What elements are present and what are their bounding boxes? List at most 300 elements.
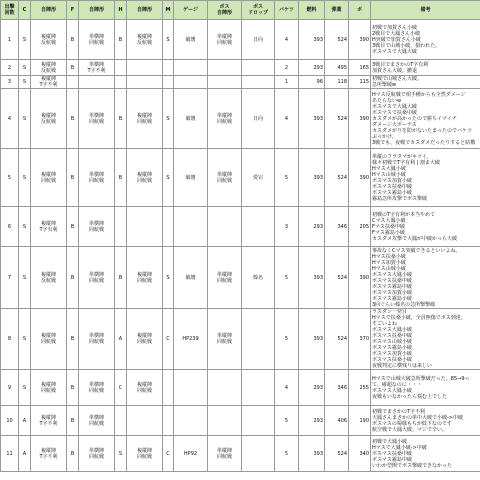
- cell-fuel: [299, 406, 325, 436]
- cell-gauge: [174, 149, 208, 207]
- cell-fuel: [299, 309, 325, 370]
- cell-own-formation-f: [79, 370, 115, 406]
- cell-gauge: [174, 89, 208, 149]
- cell-line: 単横陣: [88, 381, 104, 388]
- cell-own-formation-h: [127, 370, 163, 406]
- cell-bucket: [275, 406, 299, 436]
- cell-line: 2: [284, 64, 289, 71]
- cell-ammo: [325, 60, 349, 76]
- note-line: Hマス扶桑小破: [372, 253, 406, 260]
- cell-line: 205: [359, 223, 369, 230]
- cell-gauge: [174, 20, 208, 60]
- cell-line: 日向: [252, 36, 263, 43]
- cell-bauxite: [349, 370, 371, 406]
- note-line: ダメージ大ボーナス: [372, 121, 417, 128]
- cell-c: [19, 89, 31, 149]
- cell-line: 同航戦: [216, 277, 232, 284]
- cell-boss-drop: [242, 309, 275, 370]
- cell-f: [67, 247, 79, 309]
- cell-own-formation: [31, 436, 67, 472]
- cell-ammo: [325, 436, 349, 472]
- cell-line: 同航戦: [88, 277, 104, 284]
- header-own-formation-h: 自陣形: [127, 1, 163, 20]
- cell-line: B: [118, 274, 123, 281]
- table-row: [1, 247, 480, 309]
- cell-line: 5: [284, 274, 289, 281]
- cell-line: 3: [7, 79, 12, 85]
- cell-c: [19, 60, 31, 76]
- cell-own-formation-h: [127, 20, 163, 60]
- cell-line: S: [166, 36, 170, 43]
- cell-line: B: [118, 115, 123, 122]
- cell-line: 単横陣: [88, 171, 104, 178]
- note-line: 初戦で山城さん大破。: [372, 76, 423, 82]
- cell-own-formation-f: [79, 309, 115, 370]
- cell-line: 5: [284, 417, 289, 424]
- cell-line: S: [166, 274, 170, 281]
- cell-line: S: [22, 274, 27, 281]
- note-line: ボスマス加賀小破: [372, 177, 412, 184]
- cell-line: 同航戦: [216, 39, 232, 46]
- cell-line: 3: [284, 223, 289, 230]
- cell-line: 破壊: [185, 274, 196, 281]
- note-line: ボスマスで扶桑中破: [372, 109, 417, 116]
- note-line: ラスダン一発目: [372, 309, 407, 315]
- cell-line: 同航戦: [40, 387, 56, 394]
- cell-sortie: [1, 76, 19, 89]
- note-line: 3回ぐらい榛名の急所撃撃破: [372, 301, 436, 308]
- table-row: [1, 76, 480, 89]
- cell-fuel: [299, 76, 325, 89]
- note-line: Fマス扶桑中破: [372, 223, 405, 230]
- cell-bucket: [275, 207, 299, 247]
- note-line: Hマス加賀小破: [372, 259, 406, 266]
- cell-own-formation: [31, 76, 67, 89]
- table-row: [1, 309, 480, 370]
- note-line: 様々初戦でT字有利 | 割ま大破: [372, 159, 440, 166]
- cell-sortie: [1, 436, 19, 472]
- cell-line: 同航戦: [136, 118, 152, 125]
- cell-line: S: [22, 79, 27, 85]
- cell-line: 5: [7, 174, 12, 181]
- cell-boss-formation: [208, 406, 242, 436]
- cell-line: 反航戦: [40, 118, 56, 125]
- cell-line: 日向: [252, 115, 263, 122]
- cell-line: 190: [359, 417, 369, 424]
- cell-line: 同航戦: [88, 420, 104, 427]
- cell-bucket: [275, 149, 299, 207]
- cell-boss-formation: [208, 76, 242, 89]
- cell-bucket: [275, 247, 299, 309]
- cell-line: 5: [284, 336, 289, 342]
- cell-c: [19, 20, 31, 60]
- note-line: Hマス山城小破: [372, 171, 406, 178]
- cell-gauge: [174, 309, 208, 370]
- note-line: ボスマス山城小破: [372, 339, 412, 345]
- note-line: Hマスで扶桑小破。全員無傷でボス到達。: [372, 315, 466, 321]
- cell-line: 複縦陣: [136, 271, 152, 278]
- cell-line: S: [166, 174, 170, 181]
- cell-c: [19, 76, 31, 89]
- header-own-formation: 自陣形: [31, 1, 67, 20]
- cell-m: [163, 76, 174, 89]
- cell-line: S: [166, 115, 170, 122]
- cell-sortie: [1, 60, 19, 76]
- cell-line: B: [70, 274, 75, 281]
- cell-bauxite: [349, 207, 371, 247]
- cell-line: 390: [359, 115, 369, 122]
- cell-line: C: [166, 336, 170, 342]
- cell-line: 単縦陣: [216, 447, 232, 454]
- cell-ammo: [325, 149, 349, 207]
- cell-m: [163, 247, 174, 309]
- note-line: 事故なくCマス突破できるといいよね。: [372, 247, 461, 254]
- cell-line: 反航戦: [136, 39, 152, 46]
- cell-fuel: [299, 20, 325, 60]
- cell-line: 単縦陣: [216, 112, 232, 119]
- note-line: 単縦のフラタマがキツイ。: [372, 153, 432, 160]
- cell-line: 同航戦: [88, 339, 104, 345]
- cell-bucket: [275, 60, 299, 76]
- note-line: 2戦目で大鳳さん小破: [372, 30, 421, 37]
- cell-line: 255: [359, 384, 369, 391]
- cell-h: [115, 247, 127, 309]
- cell-bucket: [275, 370, 299, 406]
- cell-bauxite: [349, 20, 371, 60]
- header-f: F: [67, 1, 79, 20]
- cell-line: T字不利: [39, 420, 58, 427]
- cell-line: 榛名: [252, 274, 263, 281]
- cell-line: 複縦陣: [40, 381, 56, 388]
- cell-sortie: [1, 149, 19, 207]
- table-row: [1, 406, 480, 436]
- cell-line: 4: [7, 115, 12, 122]
- cell-own-formation: [31, 207, 67, 247]
- cell-m: [163, 60, 174, 76]
- note-line: Fマス霧島小破: [372, 229, 405, 236]
- cell-f: [67, 207, 79, 247]
- note-line: 大鳳さんまさかの単中大破で小破->中破: [372, 414, 463, 421]
- cell-h: [115, 76, 127, 89]
- cell-boss-formation: [208, 89, 242, 149]
- cell-line: 1: [7, 36, 12, 43]
- cell-sortie: [1, 20, 19, 60]
- header-ammo: 弾薬: [325, 1, 349, 20]
- cell-notes: [371, 406, 480, 436]
- cell-line: 293: [313, 64, 323, 71]
- note-line: ボスマスで大鳳大破: [372, 48, 417, 55]
- cell-line: 293: [313, 223, 323, 230]
- cell-boss-drop: [242, 207, 275, 247]
- cell-line: B: [70, 36, 75, 43]
- note-line: 航空戦で大鳳大破。マジで辛い。: [372, 426, 448, 433]
- note-line: ボスマス大鳳小破: [372, 271, 412, 278]
- cell-h: [115, 370, 127, 406]
- note-line: Hマスで大鳳小破->中破: [372, 444, 427, 451]
- cell-line: C: [118, 384, 123, 391]
- cell-line: 同航戦: [136, 339, 152, 345]
- cell-own-formation-h: [127, 207, 163, 247]
- cell-own-formation-f: [79, 207, 115, 247]
- cell-f: [67, 60, 79, 76]
- cell-line: 単縦陣: [216, 171, 232, 178]
- cell-line: 4: [284, 384, 289, 391]
- cell-boss-formation: [208, 436, 242, 472]
- cell-own-formation-h: [127, 89, 163, 149]
- cell-boss-formation: [208, 309, 242, 370]
- cell-notes: [371, 89, 480, 149]
- note-line: ボスマス霧島小破: [372, 189, 412, 196]
- cell-boss-drop: [242, 149, 275, 207]
- cell-sortie: [1, 89, 19, 149]
- note-line: Hマス山城小破: [372, 265, 406, 272]
- cell-line: 346: [337, 223, 347, 230]
- cell-line: 393: [313, 174, 323, 181]
- note-line: カスダメがりを防がないたまったのでバケツ: [372, 127, 472, 134]
- cell-h: [115, 309, 127, 370]
- cell-boss-formation: [208, 60, 242, 76]
- note-line: ボスマス霧島小破: [372, 345, 412, 351]
- cell-line: 165: [359, 64, 369, 71]
- cell-bauxite: [349, 406, 371, 436]
- cell-ammo: [325, 247, 349, 309]
- cell-line: T字不利: [87, 67, 106, 74]
- cell-c: [19, 370, 31, 406]
- cell-bauxite: [349, 149, 371, 207]
- cell-line: 524: [337, 450, 347, 457]
- note-line: あたらないw: [372, 97, 402, 104]
- cell-line: 406: [337, 417, 347, 424]
- table-row: [1, 436, 480, 472]
- cell-gauge: [174, 76, 208, 89]
- cell-line: 390: [359, 36, 369, 43]
- cell-own-formation-f: [79, 20, 115, 60]
- header-c: C: [19, 1, 31, 20]
- header-row: [1, 1, 480, 20]
- cell-gauge: [174, 207, 208, 247]
- cell-notes: [371, 60, 480, 76]
- cell-line: 393: [313, 115, 323, 122]
- header-notes: 備考: [371, 1, 480, 20]
- table-row: [1, 60, 480, 76]
- cell-line: B: [70, 384, 75, 391]
- cell-m: [163, 89, 174, 149]
- cell-line: 単横陣: [88, 414, 104, 421]
- cell-line: 反航戦: [40, 67, 56, 74]
- cell-fuel: [299, 149, 325, 207]
- cell-boss-drop: [242, 89, 275, 149]
- cell-boss-drop: [242, 60, 275, 76]
- note-line: 初戦のT字有利が本当やめて: [372, 211, 436, 218]
- cell-own-formation-h: [127, 76, 163, 89]
- cell-boss-drop: [242, 370, 275, 406]
- cell-line: 破壊: [185, 36, 196, 43]
- cell-line: 370: [359, 336, 369, 342]
- cell-line: A: [22, 450, 27, 457]
- cell-line: S: [22, 174, 27, 181]
- cell-own-formation-h: [127, 247, 163, 309]
- cell-line: 同航戦: [40, 177, 56, 184]
- note-line: ボスマス加賀小破: [372, 289, 412, 296]
- cell-f: [67, 370, 79, 406]
- cell-c: [19, 207, 31, 247]
- cell-fuel: [299, 60, 325, 76]
- cell-c: [19, 436, 31, 472]
- cell-own-formation: [31, 406, 67, 436]
- cell-line: S: [22, 64, 27, 71]
- note-line: ボスマス霧島中破: [372, 456, 412, 463]
- cell-ammo: [325, 309, 349, 370]
- cell-h: [115, 149, 127, 207]
- cell-sortie: [1, 207, 19, 247]
- cell-boss-formation: [208, 370, 242, 406]
- cell-line: 同航戦: [216, 339, 232, 345]
- cell-gauge: [174, 370, 208, 406]
- cell-line: 複縦陣: [40, 333, 56, 339]
- note-line: 初戦で加賀さん小破: [372, 24, 418, 31]
- cell-h: [115, 60, 127, 76]
- cell-notes: [371, 309, 480, 370]
- cell-notes: [371, 247, 480, 309]
- cell-line: 単横陣: [88, 447, 104, 454]
- cell-line: 1: [284, 79, 289, 85]
- cell-line: 390: [359, 174, 369, 181]
- cell-line: 反航戦: [40, 39, 56, 46]
- cell-line: 7: [7, 274, 12, 281]
- note-line: Hマス反航戦で相手種からも全然ダメージ: [372, 91, 466, 98]
- cell-c: [19, 247, 31, 309]
- cell-line: 複縦陣: [40, 447, 56, 454]
- cell-sortie: [1, 247, 19, 309]
- cell-bauxite: [349, 436, 371, 472]
- cell-line: 反航戦: [40, 277, 56, 284]
- cell-line: HP239: [182, 336, 199, 342]
- table-row: [1, 207, 480, 247]
- cell-line: 単縦陣: [216, 271, 232, 278]
- cell-line: 524: [337, 174, 347, 181]
- note-line: ボスマス大鳳小破: [372, 327, 412, 333]
- note-line: カスダメが高かったので勝ちイマイチ: [372, 115, 457, 122]
- cell-line: 単縦陣: [216, 333, 232, 339]
- note-line: ボスマス大鳳小破: [372, 387, 412, 394]
- cell-notes: [371, 149, 480, 207]
- header-gauge: ゲージ: [174, 1, 208, 20]
- cell-line: A: [118, 336, 123, 342]
- cell-bucket: [275, 20, 299, 60]
- cell-c: [19, 309, 31, 370]
- cell-line: C: [166, 450, 170, 457]
- header-m: M: [163, 1, 174, 20]
- cell-own-formation-h: [127, 309, 163, 370]
- cell-own-formation-f: [79, 60, 115, 76]
- cell-line: 単横陣: [88, 333, 104, 339]
- note-line: ボスマス霧島小破: [372, 295, 412, 302]
- cell-notes: [371, 436, 480, 472]
- cell-line: 5: [284, 450, 289, 457]
- cell-line: 495: [337, 64, 347, 71]
- cell-own-formation-h: [127, 406, 163, 436]
- cell-line: S: [118, 450, 123, 457]
- note-line: すごいよね: [372, 321, 398, 327]
- cell-line: 複縦陣: [136, 112, 152, 119]
- note-line: 夜戦もいなかったら悩む上でした: [372, 393, 448, 400]
- cell-h: [115, 406, 127, 436]
- note-line: ボスマス霧島中破: [372, 283, 412, 290]
- header-boss-drop: ボス ドロップ: [242, 1, 275, 20]
- note-line: ぶっかけ。: [372, 133, 397, 140]
- cell-line: 340: [359, 450, 369, 457]
- cell-line: HP92: [183, 450, 198, 457]
- note-line: 3戦でも、夜戦でカスダメだったりすると結構: [372, 139, 476, 146]
- header-fuel: 燃料: [299, 1, 325, 20]
- cell-line: 複縦陣: [40, 33, 56, 40]
- cell-line: 524: [337, 36, 347, 43]
- cell-line: 10: [6, 417, 13, 424]
- cell-line: 単横陣: [88, 220, 104, 227]
- cell-line: 5: [284, 174, 289, 181]
- cell-m: [163, 370, 174, 406]
- cell-line: B: [70, 174, 75, 181]
- cell-own-formation-f: [79, 247, 115, 309]
- note-line: 初戦で大鳳小破: [372, 438, 408, 445]
- cell-line: 96: [316, 79, 323, 85]
- cell-line: 複縦陣: [40, 414, 56, 421]
- note-line: て、確超なのに・・・: [372, 381, 422, 388]
- cell-line: 単横陣: [88, 112, 104, 119]
- cell-own-formation-f: [79, 406, 115, 436]
- cell-line: 115: [359, 79, 369, 85]
- cell-line: 393: [313, 36, 323, 43]
- cell-own-formation-f: [79, 436, 115, 472]
- cell-line: 390: [359, 274, 369, 281]
- header-own-formation-f: 自陣形: [79, 1, 115, 20]
- table-row: [1, 370, 480, 406]
- cell-m: [163, 436, 174, 472]
- cell-sortie: [1, 406, 19, 436]
- note-line: ボスマス扶桑中破: [372, 183, 412, 190]
- cell-line: S: [22, 115, 27, 122]
- cell-own-formation: [31, 60, 67, 76]
- cell-own-formation: [31, 149, 67, 207]
- cell-line: 293: [313, 384, 323, 391]
- cell-own-formation-h: [127, 60, 163, 76]
- cell-line: 同航戦: [216, 118, 232, 125]
- cell-c: [19, 149, 31, 207]
- note-line: ボスマス扶桑中破: [372, 277, 412, 284]
- cell-notes: [371, 20, 480, 60]
- cell-own-formation-f: [79, 149, 115, 207]
- cell-line: T字有利: [39, 226, 58, 233]
- table-row: [1, 20, 480, 60]
- cell-line: 293: [313, 417, 323, 424]
- cell-line: 複縦陣: [136, 447, 152, 454]
- cell-line: 393: [313, 336, 323, 342]
- cell-gauge: [174, 60, 208, 76]
- note-line: 加賀さん大破。撤退: [372, 67, 418, 74]
- cell-line: 6: [7, 223, 12, 230]
- cell-fuel: [299, 207, 325, 247]
- cell-line: 11: [6, 450, 13, 457]
- cell-line: 複縦陣: [136, 171, 152, 178]
- header-bucket: バケツ: [275, 1, 299, 20]
- cell-notes: [371, 76, 480, 89]
- note-line: カスダメ攻撃で大鳳が中破かっら大破: [372, 235, 458, 242]
- cell-line: B: [70, 64, 75, 71]
- note-line: ボスマス扶桑小破: [372, 357, 412, 363]
- cell-bucket: [275, 436, 299, 472]
- cell-line: T字不利: [39, 82, 58, 88]
- cell-line: 同航戦: [88, 118, 104, 125]
